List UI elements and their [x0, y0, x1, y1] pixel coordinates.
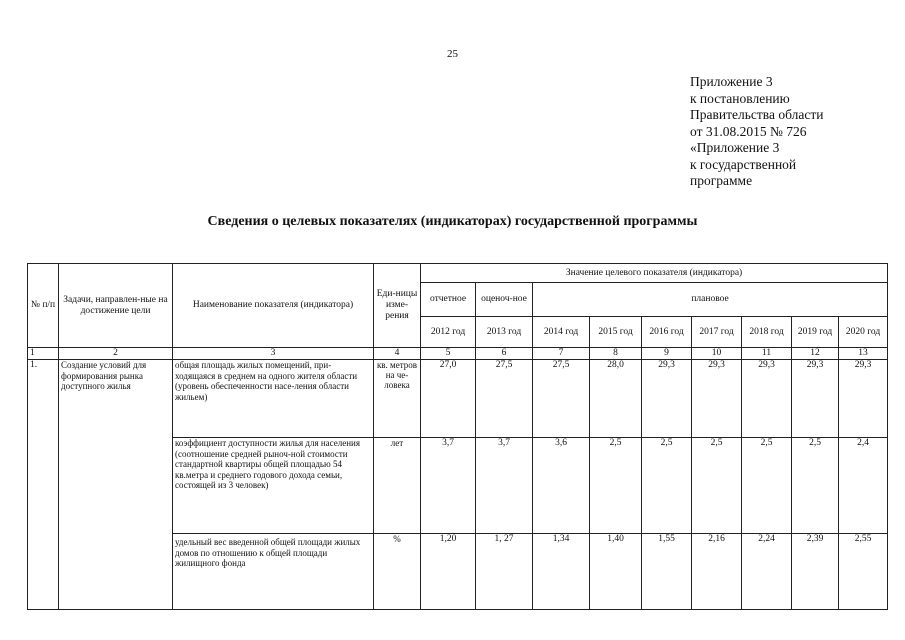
row-number: 1.	[28, 360, 59, 610]
value-cell: 29,3	[839, 360, 888, 438]
column-number: 5	[421, 348, 476, 360]
value-cell: 1,55	[642, 534, 692, 610]
value-cell: 1,20	[421, 534, 476, 610]
value-cell: 2,5	[642, 438, 692, 534]
value-cell: 2,16	[692, 534, 742, 610]
value-cell: 2,5	[742, 438, 792, 534]
column-number: 2	[59, 348, 173, 360]
value-cell: 2,5	[692, 438, 742, 534]
value-cell: 3,7	[421, 438, 476, 534]
task-cell: Создание условий для формирования рынка доступного жилья	[59, 360, 173, 610]
appendix-line: к постановлению	[690, 90, 790, 106]
header-unit: Еди-ницы изме-рения	[374, 264, 421, 348]
appendix-line: Правительства области	[690, 107, 824, 122]
appendix-line: к государственной	[690, 156, 797, 172]
value-cell: 1,40	[590, 534, 642, 610]
appendix-note	[690, 74, 823, 190]
unit-cell: лет	[374, 438, 421, 534]
page-number: 25	[447, 48, 458, 60]
value-cell: 27,5	[533, 360, 590, 438]
column-number-row	[28, 348, 888, 360]
value-cell: 29,3	[692, 360, 742, 438]
indicator-name: общая площадь жилых помещений, при-ходящаяся в среднем на одного жителя области (уровень обеспеченности насе-ления области жильем)	[173, 360, 374, 438]
table-row	[28, 360, 888, 438]
unit-cell: кв. метров на че-ловека	[374, 360, 421, 438]
document-title: Сведения о целевых показателях (индикаторах) государственной программы	[207, 214, 698, 229]
header-year: 2012 год	[421, 317, 476, 348]
value-cell: 2,4	[839, 438, 888, 534]
value-cell: 1,34	[533, 534, 590, 610]
unit-cell: %	[374, 534, 421, 610]
appendix-line: Приложение 3	[690, 74, 773, 89]
value-cell: 3,7	[476, 438, 533, 534]
appendix-line: программе	[690, 173, 753, 188]
header-reported: отчетное	[421, 283, 476, 317]
value-cell: 29,3	[742, 360, 792, 438]
header-task: Задачи, направлен-ные на достижение цели	[59, 264, 173, 348]
header-year: 2014 год	[533, 317, 590, 348]
value-cell: 27,0	[421, 360, 476, 438]
value-cell: 1, 27	[476, 534, 533, 610]
value-cell: 3,6	[533, 438, 590, 534]
column-number: 11	[742, 348, 792, 360]
value-cell: 2,5	[590, 438, 642, 534]
column-number: 13	[839, 348, 888, 360]
header-year: 2015 год	[590, 317, 642, 348]
column-number: 1	[28, 348, 59, 360]
header-year: 2020 год	[839, 317, 888, 348]
header-year: 2013 год	[476, 317, 533, 348]
column-number: 9	[642, 348, 692, 360]
header-value: Значение целевого показателя (индикатора)	[421, 264, 888, 283]
indicators-table	[27, 263, 888, 610]
column-number: 6	[476, 348, 533, 360]
indicator-name: коэффициент доступности жилья для населения (соотношение средней рыноч-ной стоимости стандартной квартиры общей площадью 54 кв.метра и среднего годового дохода семьи, состоящей из 3 человек)	[173, 438, 374, 534]
column-number: 4	[374, 348, 421, 360]
header-year: 2016 год	[642, 317, 692, 348]
header-year: 2017 год	[692, 317, 742, 348]
value-cell: 29,3	[792, 360, 839, 438]
column-number: 7	[533, 348, 590, 360]
value-cell: 29,3	[642, 360, 692, 438]
column-number: 3	[173, 348, 374, 360]
column-number: 8	[590, 348, 642, 360]
appendix-line: «Приложение 3	[690, 140, 780, 155]
indicator-name: удельный вес введенной общей площади жилых домов по отношению к общей площади жилищного фонда	[173, 534, 374, 610]
header-estimated: оценоч-ное	[476, 283, 533, 317]
header-num: № п/п	[28, 264, 59, 348]
value-cell: 2,55	[839, 534, 888, 610]
header-year: 2018 год	[742, 317, 792, 348]
header-planned: плановое	[533, 283, 888, 317]
value-cell: 2,39	[792, 534, 839, 610]
value-cell: 2,24	[742, 534, 792, 610]
value-cell: 2,5	[792, 438, 839, 534]
column-number: 10	[692, 348, 742, 360]
value-cell: 28,0	[590, 360, 642, 438]
value-cell: 27,5	[476, 360, 533, 438]
header-year: 2019 год	[792, 317, 839, 348]
header-indicator: Наименование показателя (индикатора)	[173, 264, 374, 348]
appendix-line: от 31.08.2015 № 726	[690, 123, 807, 139]
column-number: 12	[792, 348, 839, 360]
